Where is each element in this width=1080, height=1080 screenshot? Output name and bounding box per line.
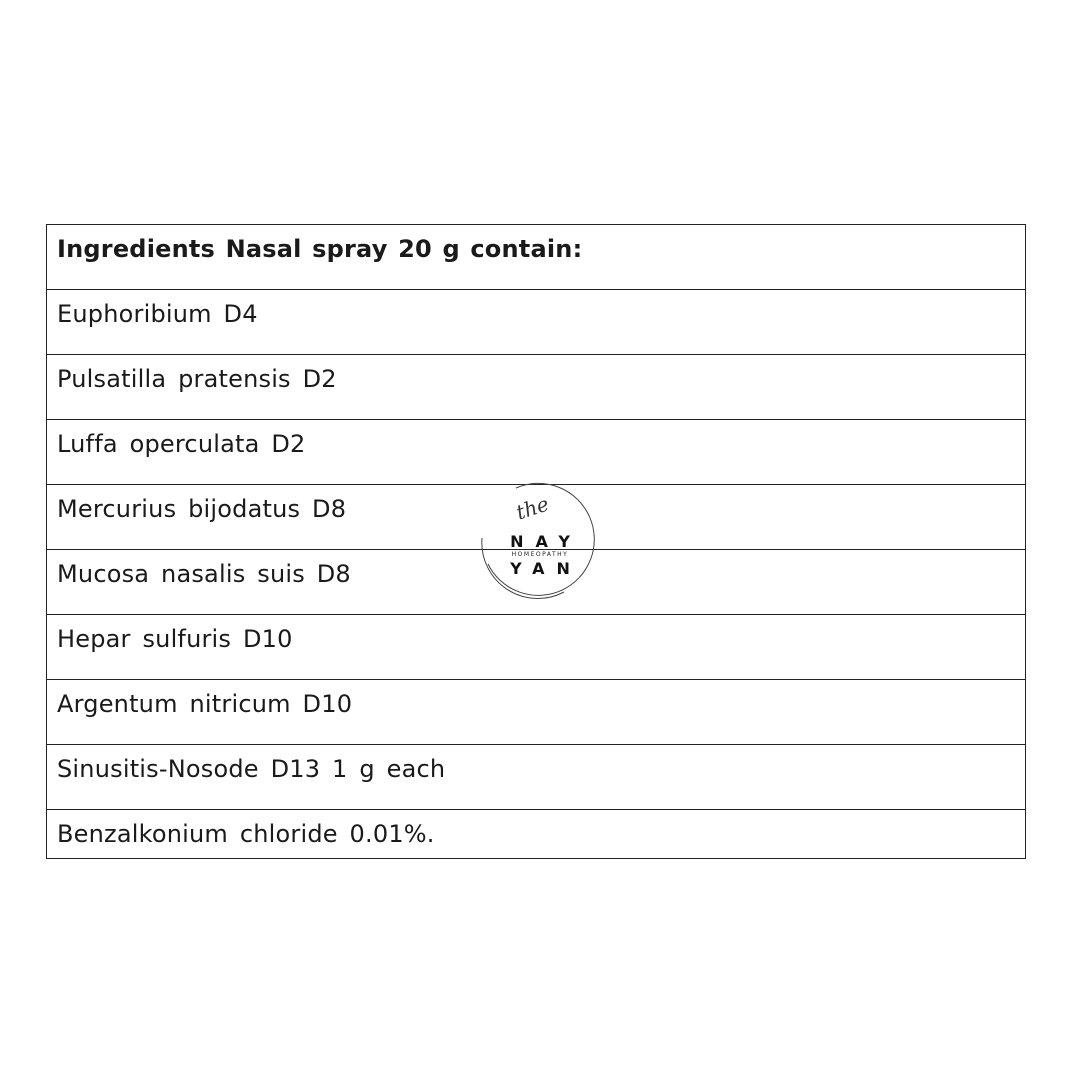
- table-cell: [47, 745, 1026, 810]
- ingredient-argentum: Argentum nitricum D10: [57, 690, 353, 718]
- ingredient-sinusitis: Sinusitis-Nosode D13 1 g each: [57, 755, 446, 783]
- ingredient-mucosa: Mucosa nasalis suis D8: [57, 560, 351, 588]
- table-row: [47, 485, 1026, 550]
- table-header-text: Ingredients Nasal spray 20 g contain:: [57, 235, 583, 263]
- ingredient-pulsatilla: Pulsatilla pratensis D2: [57, 365, 337, 393]
- ingredients-table: [46, 224, 1026, 859]
- table-row: [47, 680, 1026, 745]
- table-cell: [47, 485, 1026, 550]
- table-row: [47, 810, 1026, 859]
- table-header-row: [47, 225, 1026, 290]
- table-cell: [47, 355, 1026, 420]
- table-row: [47, 615, 1026, 680]
- ingredient-euphorbium: Euphoribium D4: [57, 300, 258, 328]
- table-cell: [47, 615, 1026, 680]
- table-cell: [47, 810, 1026, 859]
- ingredient-mercurius: Mercurius bijodatus D8: [57, 495, 347, 523]
- logo-script-word: the: [513, 491, 552, 525]
- table-cell: [47, 550, 1026, 615]
- ingredient-hepar: Hepar sulfuris D10: [57, 625, 293, 653]
- table-row: [47, 550, 1026, 615]
- table-cell: [47, 290, 1026, 355]
- table-header-cell: [47, 225, 1026, 290]
- table-row: [47, 355, 1026, 420]
- ingredient-luffa: Luffa operculata D2: [57, 430, 306, 458]
- logo-line-1: NAY: [510, 532, 582, 551]
- table-row: [47, 420, 1026, 485]
- table-cell: [47, 680, 1026, 745]
- logo-subline: HOMEOPATHY: [511, 551, 569, 558]
- logo-line-2: YAN: [510, 559, 582, 578]
- table-cell: [47, 420, 1026, 485]
- table-row: [47, 290, 1026, 355]
- ingredient-benzalkonium: Benzalkonium chloride 0.01%.: [57, 820, 435, 848]
- table-row: [47, 745, 1026, 810]
